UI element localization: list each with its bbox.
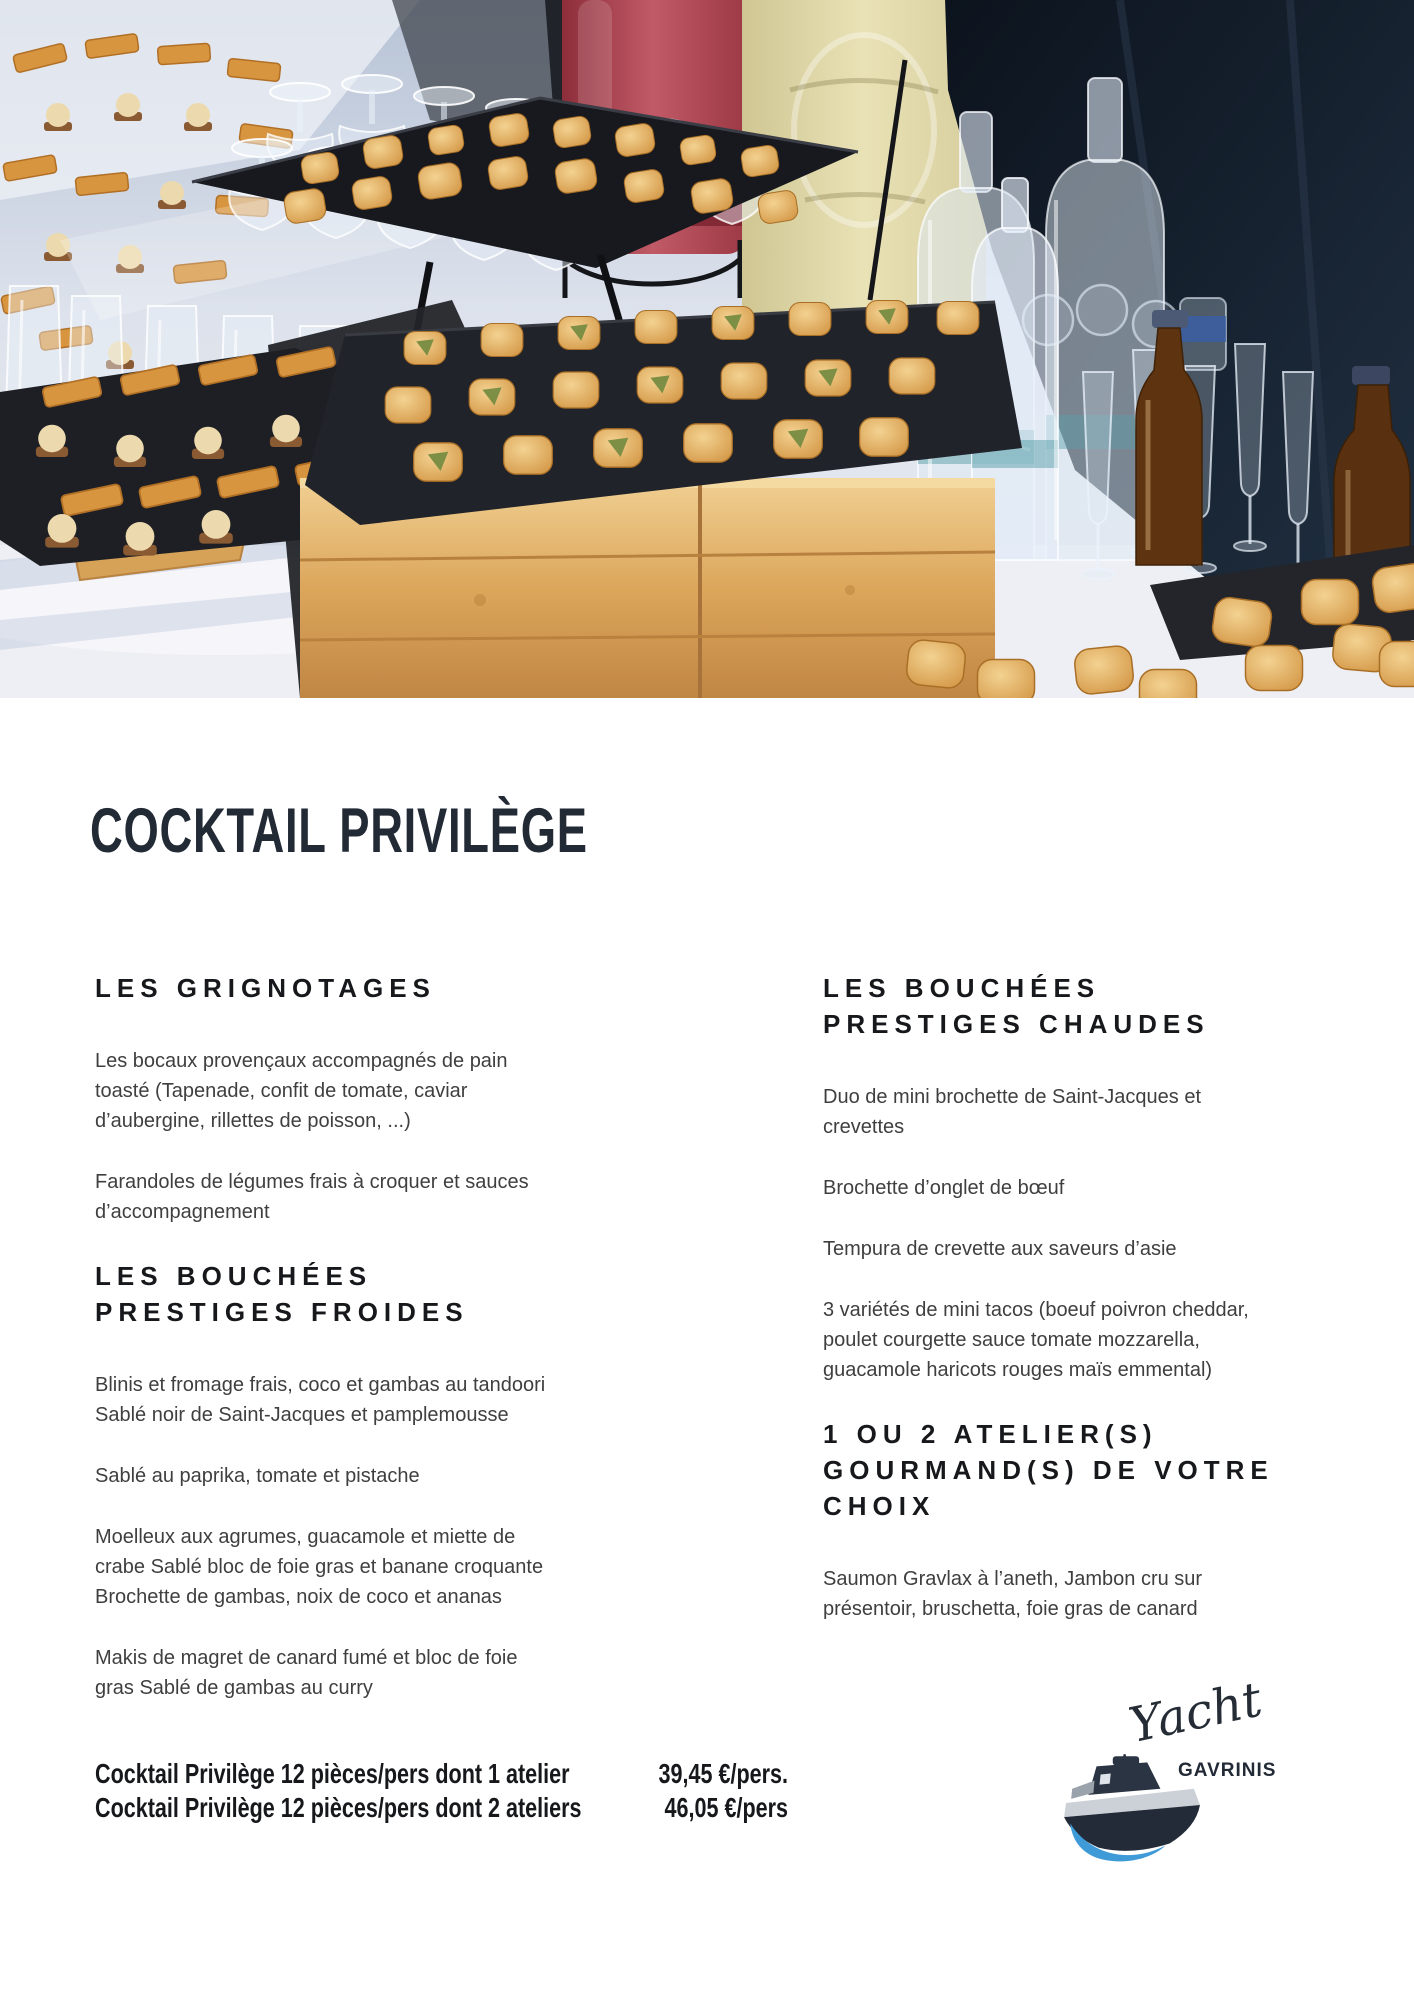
section-heading: LES GRIGNOTAGES <box>95 973 436 1003</box>
menu-paragraph: Brochette d’onglet de bœuf <box>823 1177 1065 1199</box>
menu-paragraph: Les bocaux provençaux accompagnés de pain toasté (Tapenade, confit de tomate, caviar d’aubergine, rillettes de poisson, ...) <box>95 1050 508 1132</box>
menu-section-bouchees-froides <box>95 1258 555 1703</box>
menu-paragraph: Farandoles de légumes frais à croquer et sauces d’accompagnement <box>95 1171 529 1223</box>
section-heading: 1 OU 2 ATELIER(S) GOURMAND(S) DE VOTRE CHOIX <box>823 1419 1274 1521</box>
price-value: 39,45 €/pers. <box>658 1758 788 1789</box>
menu-column-left <box>95 970 555 1734</box>
price-label: Cocktail Privilège 12 pièces/pers dont 1 atelier <box>95 1758 570 1789</box>
menu-paragraph: Moelleux aux agrumes, guacamole et miette de crabe Sablé bloc de foie gras et banane croquante Brochette de gambas, noix de coco et ananas <box>95 1526 544 1608</box>
logo-wordmark: GAVRINIS <box>1178 1760 1277 1781</box>
buffet-photo <box>0 0 1414 698</box>
pricing-block <box>95 1757 788 1825</box>
menu-paragraph: Sablé au paprika, tomate et pistache <box>95 1465 420 1487</box>
menu-section-grignotages <box>95 970 555 1227</box>
price-value: 46,05 €/pers <box>664 1792 788 1823</box>
price-row <box>95 1757 788 1791</box>
menu-column-right <box>823 970 1283 1655</box>
menu-paragraph: Tempura de crevette aux saveurs d’asie <box>823 1238 1177 1260</box>
menu-section-bouchees-chaudes <box>823 970 1283 1385</box>
menu-paragraph: Makis de magret de canard fumé et bloc de foie gras Sablé de gambas au curry <box>95 1647 518 1699</box>
menu-paragraph: Duo de mini brochette de Saint-Jacques et crevettes <box>823 1086 1201 1138</box>
menu-paragraph: Saumon Gravlax à l’aneth, Jambon cru sur présentoir, bruschetta, foie gras de canard <box>823 1568 1203 1620</box>
menu-section-ateliers-gourmands <box>823 1416 1283 1624</box>
section-heading: LES BOUCHÉES PRESTIGES CHAUDES <box>823 973 1210 1039</box>
page-title: COCKTAIL PRIVILÈGE <box>90 796 588 866</box>
menu-paragraph: 3 variétés de mini tacos (boeuf poivron cheddar, poulet courgette sauce tomate mozzarella, guacamole haricots rouges maïs emmental) <box>823 1299 1249 1381</box>
price-row <box>95 1791 788 1825</box>
section-heading: LES BOUCHÉES PRESTIGES FROIDES <box>95 1261 469 1327</box>
logo-script-yacht: Yacht <box>1124 1671 1267 1754</box>
boat-icon <box>1060 1750 1202 1864</box>
menu-paragraph: Blinis et fromage frais, coco et gambas au tandoori Sablé noir de Saint-Jacques et pamplemousse <box>95 1374 546 1426</box>
price-label: Cocktail Privilège 12 pièces/pers dont 2 ateliers <box>95 1792 582 1823</box>
buffet-photo-illustration <box>0 0 1414 698</box>
